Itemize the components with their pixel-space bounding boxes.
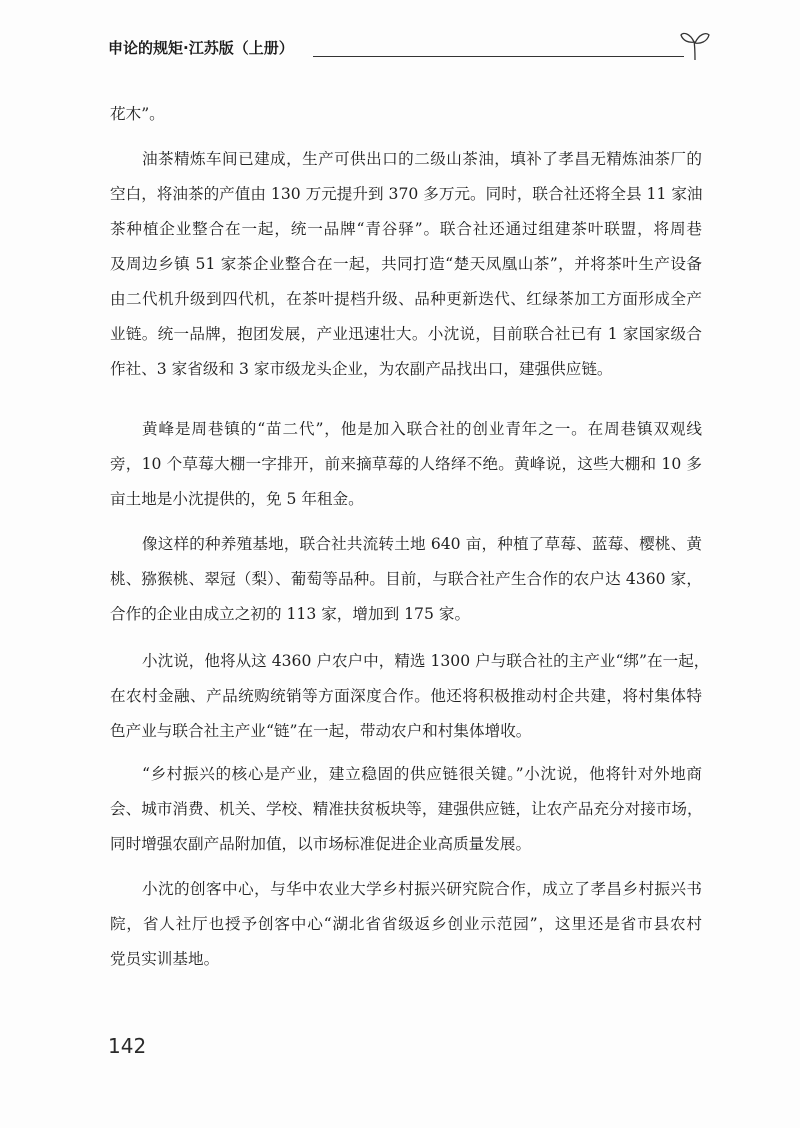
paragraph-line: 小沈的创客中心，与华中农业大学乡村振兴研究院合作，成立了孝昌乡村振兴书 xyxy=(142,880,702,898)
paragraph-line: “乡村振兴的核心是产业，建立稳固的供应链很关键。”小沈说，他将针对外地商 xyxy=(142,765,702,783)
paragraph-line: 院，省人社厅也授予创客中心“湖北省省级返乡创业示范园”，这里还是省市县农村 xyxy=(110,915,702,933)
sprout-icon xyxy=(680,29,710,61)
running-header-title: 申论的规矩·江苏版（上册） xyxy=(108,39,294,57)
paragraph-line: 空白，将油茶的产值由 130 万元提升到 370 多万元。同时，联合社还将全县 11 家油 xyxy=(110,185,703,203)
paragraph xyxy=(110,872,702,977)
paragraph-line: 油茶精炼车间已建成，生产可供出口的二级山茶油，填补了孝昌无精炼油茶厂的 xyxy=(142,150,702,168)
paragraph-line: 会、城市消费、机关、学校、精准扶贫板块等，建强供应链，让农产品充分对接市场， xyxy=(110,800,703,818)
paragraph-line: 党员实训基地。 xyxy=(110,950,220,968)
paragraph-line: 合作的企业由成立之初的 113 家，增加到 175 家。 xyxy=(110,605,471,623)
paragraph xyxy=(110,527,702,632)
paragraph xyxy=(110,97,702,132)
paragraph xyxy=(110,757,702,862)
paragraph-line: 在农村金融、产品统购统销等方面深度合作。他还将积极推动村企共建，将村集体特 xyxy=(110,687,702,705)
paragraph-line: 花木”。 xyxy=(110,105,165,123)
page-number: 142 xyxy=(108,1034,147,1058)
header-rule xyxy=(313,56,684,57)
paragraph-line: 旁，10 个草莓大棚一字排开，前来摘草莓的人络绎不绝。黄峰说，这些大棚和 10 多 xyxy=(110,455,702,473)
paragraph-line: 作社、3 家省级和 3 家市级龙头企业，为农副产品找出口，建强供应链。 xyxy=(110,360,613,378)
paragraph-line: 黄峰是周巷镇的“苗二代”，他是加入联合社的创业青年之一。在周巷镇双观线 xyxy=(142,420,702,438)
paragraph-line: 茶种植企业整合在一起，统一品牌“青谷驿”。联合社还通过组建茶叶联盟，将周巷 xyxy=(110,220,702,238)
paragraph-line: 及周边乡镇 51 家茶企业整合在一起，共同打造“楚天凤凰山茶”，并将茶叶生产设备 xyxy=(110,255,702,273)
paragraph xyxy=(110,644,710,749)
paragraph-line: 由二代机升级到四代机，在茶叶提档升级、品种更新迭代、红绿茶加工方面形成全产 xyxy=(110,290,702,308)
paragraph-line: 桃、猕猴桃、翠冠（梨）、葡萄等品种。目前，与联合社产生合作的农户达 4360 家， xyxy=(110,570,702,588)
paragraph xyxy=(110,142,702,387)
paragraph-line: 同时增强农副产品附加值，以市场标准促进企业高质量发展。 xyxy=(110,835,532,853)
paragraph-line: 亩土地是小沈提供的，免 5 年租金。 xyxy=(110,490,364,508)
paragraph-line: 色产业与联合社主产业“链”在一起，带动农户和村集体增收。 xyxy=(110,722,532,740)
paragraph-line: 小沈说，他将从这 4360 户农户中，精选 1300 户与联合社的主产业“绑”在一起， xyxy=(142,652,710,670)
paragraph xyxy=(110,412,702,517)
paragraph-line: 业链。统一品牌，抱团发展，产业迅速壮大。小沈说，目前联合社已有 1 家国家级合 xyxy=(110,325,702,343)
paragraph-line: 像这样的种养殖基地，联合社共流转土地 640 亩，种植了草莓、蓝莓、樱桃、黄 xyxy=(142,535,702,553)
